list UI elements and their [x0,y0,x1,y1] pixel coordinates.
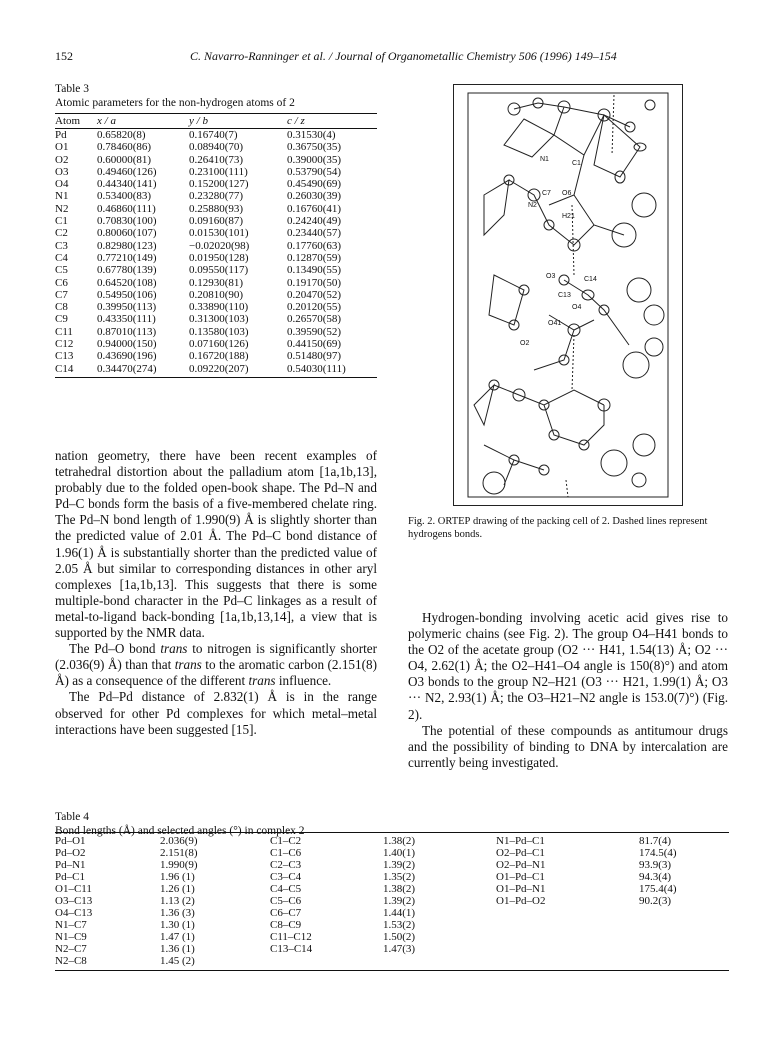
italic-term: trans [160,641,188,657]
figure-2 [453,84,683,506]
table4-cell: 93.9(3) [639,859,672,871]
table4-cell: 2.151(8) [160,847,198,859]
table3-cell: C13 [55,350,74,363]
table3-cell: 0.44340(141) [97,178,157,191]
atom-label: C1 [572,160,581,167]
table3-cell: 0.23100(111) [189,165,248,178]
table4-cell: C11–C12 [270,931,312,943]
table3-cell: 0.64520(108) [97,276,157,289]
atom-label: C7 [542,190,551,197]
table3-row [55,301,377,313]
table3-cell: 0.01530(101) [189,227,249,240]
table3-row [55,129,377,142]
table4-row [55,907,729,919]
table4-cell: 90.2(3) [639,895,672,907]
atom-label: N1 [540,156,549,163]
table3-cell: 0.33890(110) [189,301,249,314]
table4-row [55,931,729,943]
table4-cell: 1.30 (1) [160,919,195,931]
table3-row [55,350,377,362]
table4-row [55,847,729,859]
table4-row [55,919,729,931]
table3 [55,113,377,378]
table4-cell: O1–C11 [55,883,92,895]
table3-cell: 0.26410(73) [189,153,244,166]
table3-cell: 0.36750(35) [287,141,342,154]
table4-cell [496,943,639,955]
paragraph: nation geometry, there have been recent examples of tetrahedral distortion about the palladium atom [1a,1b,13], probably due to the folded open-book shape. The Pd–N and Pd–C bonds form the basis of a five-membered chelate ring. The Pd–N bond length of 1.990(9) Å is slightly shorter than the predicted value of 2.01 Å. The Pd–C bond distance of 1.96(1) Å is substantially shorter than the predicted value of 2.05 Å but similar to corresponding distances in other aryl complexes [1a,1b,13]. This suggests that there is some multiple-bond character in the Pd–C linkages as a result of metal-to-ligand back-bonding [1a,1b,13,14], a view that is supported by the NMR data. [55,448,377,641]
table4-cell [270,955,383,971]
table4-cell: C8–C9 [270,919,302,931]
table4-row [55,859,729,871]
table3-cell: 0.15200(127) [189,178,249,191]
atom-label: O2 [520,340,530,347]
table3-cell: C14 [55,363,97,378]
table3-title: Atomic parameters for the non-hydrogen atoms of 2 [55,97,295,109]
table3-cell: 0.51480(97) [287,350,342,363]
table4-cell [496,931,639,943]
table3-caption [55,82,295,110]
table3-cell: O2 [55,153,69,166]
table4-row [55,895,729,907]
table4-cell: C3–C4 [270,871,302,883]
table3-cell: 0.77210(149) [97,251,157,264]
table3-row [55,203,377,215]
table3-cell: 0.54030(111) [287,363,377,378]
table4-cell: 1.47(3) [383,943,416,955]
table4-cell: Pd–C1 [55,871,85,883]
table4-cell: 1.36 (1) [160,943,195,955]
table4-row [55,943,729,955]
table3-cell: 0.09550(117) [189,264,249,277]
table4-cell [639,907,729,919]
table4-cell: 174.5(4) [639,847,677,859]
table3-cell: 0.45490(69) [287,178,342,191]
right-column [408,610,728,771]
table3-cell: C7 [55,288,68,301]
table4-cell [496,919,639,931]
table3-cell: 0.20810(90) [189,288,244,301]
table4-cell: C1–C2 [270,833,383,848]
table3-row [55,141,377,153]
table3-cell: 0.13490(55) [287,264,342,277]
atom-label: O41 [548,320,562,327]
table3-cell: 0.67780(139) [97,264,157,277]
table3-cell: 0.70830(100) [97,215,157,228]
table4-row [55,871,729,883]
table3-cell: 0.23440(57) [287,227,342,240]
table3-cell: C3 [55,239,68,252]
table3-cell: 0.24240(49) [287,215,342,228]
italic-term: trans [248,673,276,689]
table4-cell: 1.13 (2) [160,895,195,907]
text-run: The Pd–O bond [69,641,161,657]
table4-cell: 1.35(2) [383,871,416,883]
table3-cell: 0.31300(103) [189,313,249,326]
table4-cell: O1–Pd–N1 [496,883,546,895]
table3-cell: 0.49460(126) [97,165,157,178]
text-run: to the aromatic carbon (2.151(8) Å) as a consequence of the different [55,657,377,689]
italic-term: trans [174,657,202,673]
table3-cell: 0.16720(188) [189,350,249,363]
atom-label: N2 [528,202,537,209]
table4-cell: Pd–N1 [55,859,86,871]
table3-cell: 0.87010(113) [97,325,157,338]
figure-label: Fig. 2. [408,516,436,527]
running-head: C. Navarro-Ranninger et al. / Journal of Organometallic Chemistry 506 (1996) 149–154 [190,49,617,63]
table3-row [55,252,377,264]
table3-cell: C2 [55,227,68,240]
table4-cell: 1.38(2) [383,833,496,848]
table4 [55,832,729,971]
table3-cell: 0.01950(128) [189,251,249,264]
table3-header-cell: c / z [287,114,377,129]
table3-cell: 0.43690(196) [97,350,157,363]
table4-cell: C1–C6 [270,847,302,859]
atom-label: H21 [562,213,575,220]
table3-cell: C8 [55,301,68,314]
table4-cell: Pd–O1 [55,833,160,848]
table4-cell [639,943,729,955]
table3-cell: 0.13580(103) [189,325,249,338]
table3-row [55,313,377,325]
table4-label: Table 4 [55,811,90,823]
table4-row [55,883,729,895]
table4-cell: C2–C3 [270,859,302,871]
table3-row [55,326,377,338]
atom-label: O6 [562,190,572,197]
table3-cell: 0.39000(35) [287,153,342,166]
table4-cell: 1.36 (3) [160,907,195,919]
table3-cell: 0.16740(7) [189,129,238,141]
table3-cell: 0.26030(39) [287,190,342,203]
table3-cell: 0.23280(77) [189,190,244,203]
table4-cell: O1–Pd–O2 [496,895,546,907]
table3-row [55,240,377,252]
table3-cell: 0.53400(83) [97,190,152,203]
table3-header-row [55,114,377,129]
table3-cell: 0.82980(123) [97,239,157,252]
table3-cell: 0.44150(69) [287,338,342,351]
table4-cell: 2.036(9) [160,833,270,848]
paragraph: The potential of these compounds as antitumour drugs and the possibility of binding to DNA by intercalation are currently being investigated. [408,722,728,770]
table4-cell: C4–C5 [270,883,302,895]
table4-cell: O2–Pd–N1 [496,859,546,871]
table4-cell: N1–C7 [55,919,87,931]
table4-cell: 1.53(2) [383,919,416,931]
table4-body [55,833,729,971]
table4-cell [639,931,729,943]
table3-cell: O3 [55,165,69,178]
page-number: 152 [55,49,73,63]
table4-cell: 1.38(2) [383,883,416,895]
table3-row [55,190,377,202]
table4-cell: 1.45 (2) [160,955,270,971]
table3-row [55,227,377,239]
paragraph [55,641,377,689]
table3-cell: O1 [55,141,69,154]
hydrogen-bonds [566,95,614,497]
table3-row [55,166,377,178]
table4-row [55,833,729,848]
table3-cell: 0.25880(93) [189,202,244,215]
figure-2-caption [408,515,728,541]
molecule-top [504,98,656,247]
table3-cell: 0.78460(86) [97,141,152,154]
table3-row [55,289,377,301]
text-run: to nitrogen is significantly shorter (2.036(9) Å) than that [55,641,377,673]
table4-cell [639,955,729,971]
table3-cell: −0.02020(98) [189,239,250,252]
table4-cell: 1.50(2) [383,931,416,943]
table4-cell: 1.96 (1) [160,871,195,883]
table4-cell: O4–C13 [55,907,93,919]
table3-cell: 0.43350(111) [97,313,156,326]
table3-header-cell: Atom [55,114,97,129]
table4-cell: N2–C7 [55,943,87,955]
table3-cell: 0.46860(111) [97,202,156,215]
table3-cell: 0.07160(126) [189,338,249,351]
paragraph: The Pd–Pd distance of 2.832(1) Å is in the range observed for other Pd complexes for which metal–metal interactions have been suggested [15]. [55,689,377,737]
table3-cell: N2 [55,202,69,215]
table3-cell: 0.26570(58) [287,313,342,326]
table4-cell: 1.26 (1) [160,883,195,895]
atom-labels [520,156,597,347]
table3-cell: 0.12870(59) [287,251,342,264]
table3-label: Table 3 [55,83,90,95]
table3-row [55,338,377,350]
table3-cell: 0.17760(63) [287,239,342,252]
table4-cell [496,907,639,919]
table4-cell: 1.40(1) [383,847,416,859]
table3-cell: 0.31530(4) [287,129,336,141]
table4-cell: 1.44(1) [383,907,416,919]
table4-cell: Pd–O2 [55,847,86,859]
table4-cell: 81.7(4) [639,833,729,848]
text-run: influence. [275,673,332,689]
left-column [55,448,377,738]
table3-header-cell: y / b [189,114,287,129]
table4-cell: 94.3(4) [639,871,672,883]
table4-cell: N1–Pd–C1 [496,833,639,848]
table4-cell: C6–C7 [270,907,302,919]
table3-cell: 0.80060(107) [97,227,157,240]
table3-cell: C9 [55,313,68,326]
table4-cell: N2–C8 [55,955,160,971]
table4-cell: O3–C13 [55,895,93,907]
table3-cell: 0.12930(81) [189,276,244,289]
table3-cell: N1 [55,190,69,203]
table4-cell: 1.39(2) [383,895,416,907]
table3-cell: 0.94000(150) [97,338,157,351]
table3-cell: 0.54950(106) [97,288,157,301]
table3-cell: 0.65820(8) [97,129,146,141]
table3-row [55,154,377,166]
ortep-term: ORTEP [437,516,471,527]
table3-row [55,215,377,227]
table4-cell: 1.47 (1) [160,931,195,943]
table3-cell: 0.19170(50) [287,276,342,289]
table3-cell: 0.16760(41) [287,202,342,215]
table3-header-cell: x / a [97,114,189,129]
molecule-bottom [474,380,655,494]
table3-cell: C4 [55,251,68,264]
table3-cell: 0.39590(52) [287,325,342,338]
table4-row [55,955,729,971]
table3-cell: 0.53790(54) [287,165,342,178]
caption-text: drawing of the packing cell of 2. Dashed lines represent hydrogens bonds. [408,516,708,540]
table3-cell: O4 [55,178,69,191]
table3-cell: C1 [55,215,68,228]
table4-cell: 1.39(2) [383,859,416,871]
atom-label: C14 [584,276,597,283]
table4-title: Bond lengths (Å) and selected angles (°) in complex 2 [55,825,305,837]
table4-cell [383,955,496,971]
atom-label: O3 [546,273,556,280]
table3-cell: 0.09160(87) [189,215,244,228]
table3-cell: 0.09220(207) [189,363,287,378]
table4-cell: O2–Pd–C1 [496,847,545,859]
atom-label: O4 [572,304,582,311]
table3-row [55,277,377,289]
table3-cell: 0.20120(55) [287,301,342,314]
table4-cell: O1–Pd–C1 [496,871,545,883]
table3-cell: 0.34470(274) [97,363,189,378]
table3-cell: 0.20470(52) [287,288,342,301]
table4-cell [496,955,639,971]
table4-cell: N1–C9 [55,931,87,943]
table3-row [55,178,377,190]
table3-row [55,264,377,276]
table3-cell: Pd [55,129,67,141]
table4-cell: 1.990(9) [160,859,198,871]
table3-cell: 0.39950(113) [97,301,157,314]
table3-cell: C5 [55,264,68,277]
table3-body [55,129,377,378]
table3-cell: C6 [55,276,68,289]
table4-cell: C5–C6 [270,895,302,907]
ortep-drawing [454,85,682,505]
table3-cell: 0.60000(81) [97,153,152,166]
table3-row [55,363,377,378]
table4-cell [639,919,729,931]
table3-cell: C11 [55,325,73,338]
paragraph: Hydrogen-bonding involving acetic acid gives rise to polymeric chains (see Fig. 2). The group O4–H41 bonds to the O2 of the acetate group (O2 ··· H41, 1.54(13) Å; O2 ··· O4, 2.62(1) Å; the O2–H41–O4 angle is 150(8)°) and atom O3 bonds to the group N2–H21 (O3 ··· H21, 1.99(1) Å; O3 ··· N2, 2.93(1) Å; the O3–H21–N2 angle is 153.0(7)°) (Fig. 2). [408,610,728,722]
table4-cell: 175.4(4) [639,883,677,895]
table3-cell: 0.08940(70) [189,141,244,154]
table3-cell: C12 [55,338,74,351]
atom-label: C13 [558,292,571,299]
table4-cell: C13–C14 [270,943,313,955]
